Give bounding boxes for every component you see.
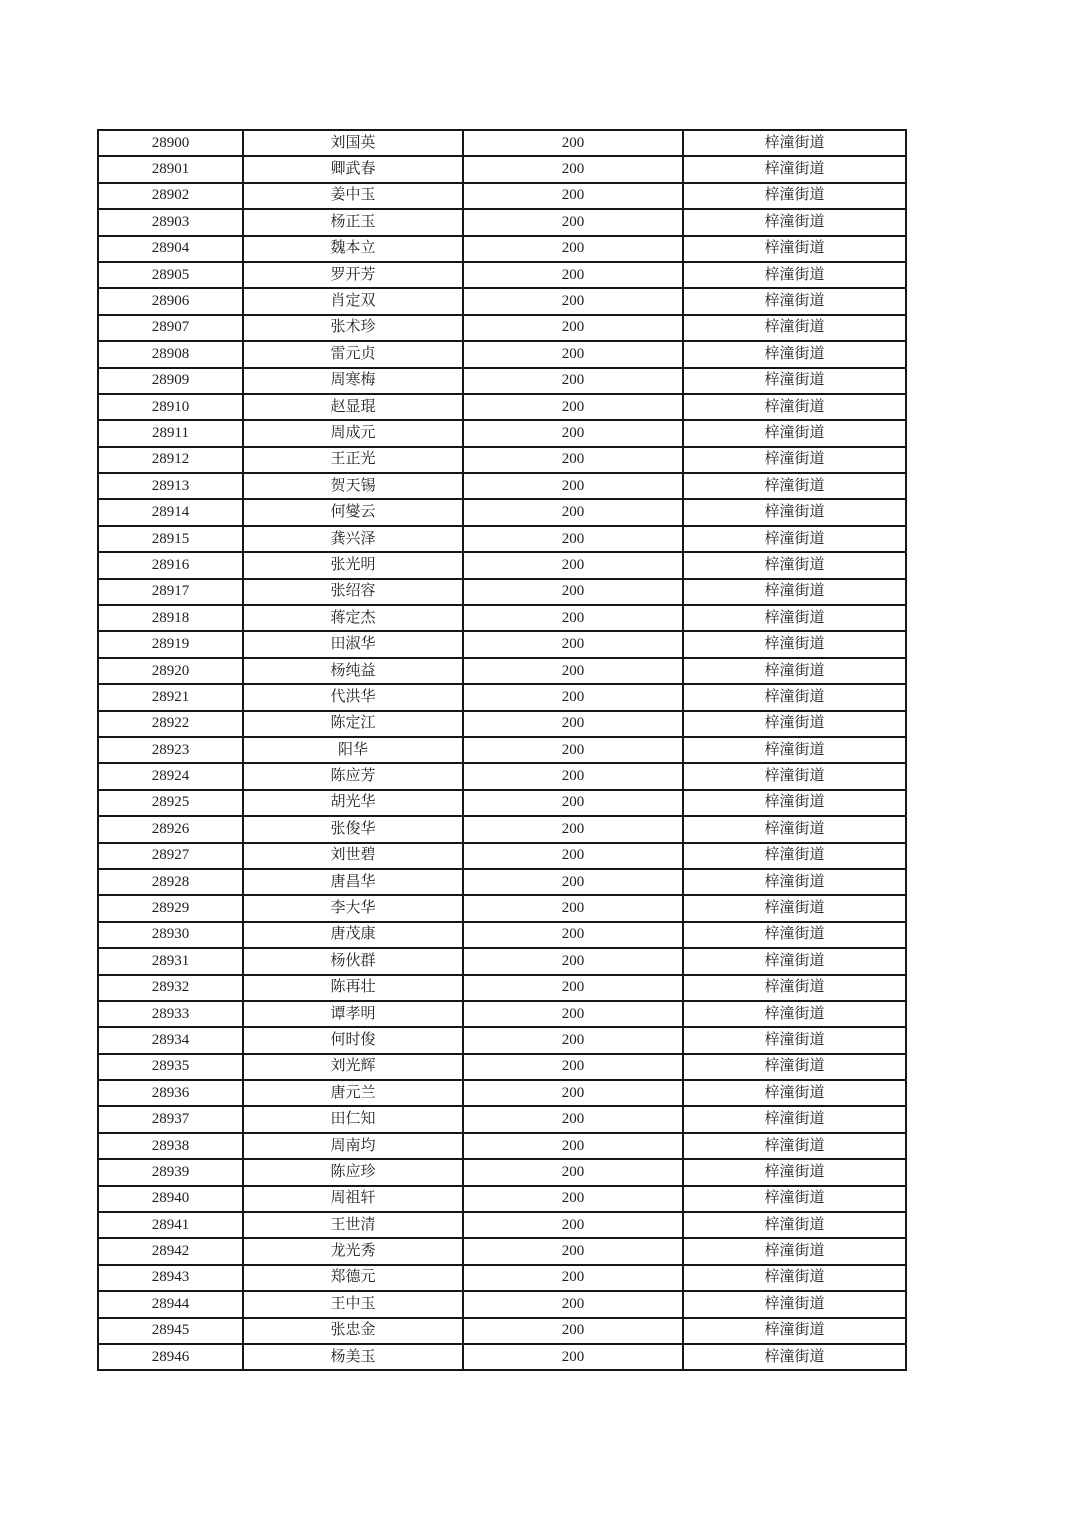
row-id-cell: 28920 [98, 658, 243, 684]
row-name-cell: 何燮云 [243, 499, 463, 525]
row-name-cell: 周寒梅 [243, 368, 463, 394]
row-id-cell: 28908 [98, 341, 243, 367]
row-district-cell: 梓潼街道 [683, 1159, 906, 1185]
row-amount-cell: 200 [463, 1159, 683, 1185]
row-name-cell: 杨伙群 [243, 948, 463, 974]
row-id-cell: 28902 [98, 183, 243, 209]
row-amount-cell: 200 [463, 605, 683, 631]
row-name-cell: 赵显琨 [243, 394, 463, 420]
row-name-cell: 雷元贞 [243, 341, 463, 367]
row-district-cell: 梓潼街道 [683, 209, 906, 235]
row-id-cell: 28941 [98, 1212, 243, 1238]
row-district-cell: 梓潼街道 [683, 1212, 906, 1238]
row-amount-cell: 200 [463, 368, 683, 394]
row-amount-cell: 200 [463, 1318, 683, 1344]
table-row [98, 816, 906, 842]
table-row [98, 711, 906, 737]
row-district-cell: 梓潼街道 [683, 922, 906, 948]
row-name-cell: 罗开芳 [243, 262, 463, 288]
table-row [98, 288, 906, 314]
row-district-cell: 梓潼街道 [683, 1291, 906, 1317]
table-body [98, 130, 906, 1370]
row-district-cell: 梓潼街道 [683, 183, 906, 209]
row-name-cell: 周南均 [243, 1133, 463, 1159]
table-row [98, 1159, 906, 1185]
row-amount-cell: 200 [463, 130, 683, 156]
row-amount-cell: 200 [463, 1027, 683, 1053]
row-district-cell: 梓潼街道 [683, 1344, 906, 1370]
row-district-cell: 梓潼街道 [683, 763, 906, 789]
row-amount-cell: 200 [463, 262, 683, 288]
row-id-cell: 28901 [98, 156, 243, 182]
table-row [98, 1265, 906, 1291]
table-row [98, 1212, 906, 1238]
table-row [98, 1186, 906, 1212]
row-name-cell: 姜中玉 [243, 183, 463, 209]
row-district-cell: 梓潼街道 [683, 1265, 906, 1291]
row-name-cell: 周祖轩 [243, 1186, 463, 1212]
table-row [98, 368, 906, 394]
row-district-cell: 梓潼街道 [683, 605, 906, 631]
table-row [98, 552, 906, 578]
payment-table [97, 129, 907, 1371]
row-id-cell: 28900 [98, 130, 243, 156]
row-name-cell: 贺天锡 [243, 473, 463, 499]
row-name-cell: 陈再壮 [243, 975, 463, 1001]
row-name-cell: 张绍容 [243, 579, 463, 605]
row-name-cell: 杨美玉 [243, 1344, 463, 1370]
row-id-cell: 28929 [98, 895, 243, 921]
row-id-cell: 28937 [98, 1106, 243, 1132]
row-name-cell: 刘光辉 [243, 1054, 463, 1080]
row-amount-cell: 200 [463, 895, 683, 921]
row-district-cell: 梓潼街道 [683, 869, 906, 895]
row-amount-cell: 200 [463, 1001, 683, 1027]
row-district-cell: 梓潼街道 [683, 420, 906, 446]
row-name-cell: 张术珍 [243, 315, 463, 341]
row-name-cell: 唐昌华 [243, 869, 463, 895]
row-district-cell: 梓潼街道 [683, 948, 906, 974]
row-id-cell: 28924 [98, 763, 243, 789]
table-row [98, 869, 906, 895]
row-amount-cell: 200 [463, 473, 683, 499]
row-name-cell: 郑德元 [243, 1265, 463, 1291]
row-name-cell: 蒋定杰 [243, 605, 463, 631]
row-district-cell: 梓潼街道 [683, 579, 906, 605]
table-row [98, 156, 906, 182]
table-row [98, 1001, 906, 1027]
row-id-cell: 28918 [98, 605, 243, 631]
row-district-cell: 梓潼街道 [683, 394, 906, 420]
row-id-cell: 28903 [98, 209, 243, 235]
row-amount-cell: 200 [463, 975, 683, 1001]
table-row [98, 631, 906, 657]
table-row [98, 763, 906, 789]
row-district-cell: 梓潼街道 [683, 447, 906, 473]
table-row [98, 1027, 906, 1053]
row-district-cell: 梓潼街道 [683, 368, 906, 394]
row-id-cell: 28928 [98, 869, 243, 895]
row-amount-cell: 200 [463, 209, 683, 235]
row-name-cell: 龚兴泽 [243, 526, 463, 552]
row-district-cell: 梓潼街道 [683, 1080, 906, 1106]
row-id-cell: 28905 [98, 262, 243, 288]
table-row [98, 420, 906, 446]
row-id-cell: 28912 [98, 447, 243, 473]
row-name-cell: 周成元 [243, 420, 463, 446]
row-name-cell: 龙光秀 [243, 1238, 463, 1264]
table-row [98, 1133, 906, 1159]
row-amount-cell: 200 [463, 790, 683, 816]
row-name-cell: 田仁知 [243, 1106, 463, 1132]
row-id-cell: 28934 [98, 1027, 243, 1053]
table-row [98, 737, 906, 763]
row-district-cell: 梓潼街道 [683, 631, 906, 657]
table-row [98, 130, 906, 156]
row-name-cell: 代洪华 [243, 684, 463, 710]
row-amount-cell: 200 [463, 737, 683, 763]
row-amount-cell: 200 [463, 816, 683, 842]
row-district-cell: 梓潼街道 [683, 130, 906, 156]
table-row [98, 447, 906, 473]
row-district-cell: 梓潼街道 [683, 526, 906, 552]
table-row [98, 975, 906, 1001]
row-name-cell: 阳华 [243, 737, 463, 763]
row-id-cell: 28926 [98, 816, 243, 842]
row-id-cell: 28904 [98, 236, 243, 262]
row-amount-cell: 200 [463, 763, 683, 789]
row-amount-cell: 200 [463, 869, 683, 895]
row-district-cell: 梓潼街道 [683, 895, 906, 921]
row-name-cell: 王世清 [243, 1212, 463, 1238]
row-id-cell: 28925 [98, 790, 243, 816]
table-row [98, 790, 906, 816]
row-id-cell: 28911 [98, 420, 243, 446]
row-district-cell: 梓潼街道 [683, 473, 906, 499]
row-id-cell: 28906 [98, 288, 243, 314]
row-amount-cell: 200 [463, 1344, 683, 1370]
row-name-cell: 杨纯益 [243, 658, 463, 684]
row-id-cell: 28916 [98, 552, 243, 578]
row-district-cell: 梓潼街道 [683, 1001, 906, 1027]
row-amount-cell: 200 [463, 922, 683, 948]
row-district-cell: 梓潼街道 [683, 1318, 906, 1344]
row-name-cell: 刘世碧 [243, 843, 463, 869]
row-amount-cell: 200 [463, 1265, 683, 1291]
row-name-cell: 田淑华 [243, 631, 463, 657]
table-row [98, 473, 906, 499]
row-name-cell: 卿武春 [243, 156, 463, 182]
row-district-cell: 梓潼街道 [683, 1106, 906, 1132]
row-id-cell: 28931 [98, 948, 243, 974]
row-district-cell: 梓潼街道 [683, 499, 906, 525]
row-id-cell: 28921 [98, 684, 243, 710]
row-district-cell: 梓潼街道 [683, 790, 906, 816]
row-district-cell: 梓潼街道 [683, 236, 906, 262]
row-name-cell: 魏本立 [243, 236, 463, 262]
row-amount-cell: 200 [463, 631, 683, 657]
row-amount-cell: 200 [463, 1238, 683, 1264]
row-name-cell: 李大华 [243, 895, 463, 921]
row-amount-cell: 200 [463, 1212, 683, 1238]
row-amount-cell: 200 [463, 341, 683, 367]
row-id-cell: 28945 [98, 1318, 243, 1344]
row-district-cell: 梓潼街道 [683, 684, 906, 710]
row-name-cell: 肖定双 [243, 288, 463, 314]
row-id-cell: 28944 [98, 1291, 243, 1317]
row-amount-cell: 200 [463, 288, 683, 314]
row-id-cell: 28909 [98, 368, 243, 394]
row-amount-cell: 200 [463, 1080, 683, 1106]
row-name-cell: 张俊华 [243, 816, 463, 842]
row-id-cell: 28917 [98, 579, 243, 605]
table-row [98, 1080, 906, 1106]
row-amount-cell: 200 [463, 658, 683, 684]
table-row [98, 684, 906, 710]
row-name-cell: 唐元兰 [243, 1080, 463, 1106]
row-district-cell: 梓潼街道 [683, 341, 906, 367]
row-name-cell: 王正光 [243, 447, 463, 473]
table-row [98, 341, 906, 367]
row-amount-cell: 200 [463, 843, 683, 869]
row-amount-cell: 200 [463, 236, 683, 262]
table-row [98, 183, 906, 209]
row-id-cell: 28933 [98, 1001, 243, 1027]
row-name-cell: 谭孝明 [243, 1001, 463, 1027]
row-name-cell: 唐茂康 [243, 922, 463, 948]
row-id-cell: 28923 [98, 737, 243, 763]
row-amount-cell: 200 [463, 948, 683, 974]
table-row [98, 579, 906, 605]
row-name-cell: 张忠金 [243, 1318, 463, 1344]
row-district-cell: 梓潼街道 [683, 552, 906, 578]
row-id-cell: 28932 [98, 975, 243, 1001]
table-row [98, 658, 906, 684]
row-amount-cell: 200 [463, 447, 683, 473]
table-row [98, 605, 906, 631]
row-district-cell: 梓潼街道 [683, 1054, 906, 1080]
row-district-cell: 梓潼街道 [683, 816, 906, 842]
row-amount-cell: 200 [463, 1054, 683, 1080]
row-id-cell: 28942 [98, 1238, 243, 1264]
table-row [98, 236, 906, 262]
row-id-cell: 28946 [98, 1344, 243, 1370]
row-district-cell: 梓潼街道 [683, 262, 906, 288]
row-amount-cell: 200 [463, 579, 683, 605]
row-district-cell: 梓潼街道 [683, 315, 906, 341]
row-district-cell: 梓潼街道 [683, 1238, 906, 1264]
row-amount-cell: 200 [463, 156, 683, 182]
row-amount-cell: 200 [463, 499, 683, 525]
table-row [98, 1238, 906, 1264]
row-amount-cell: 200 [463, 1186, 683, 1212]
row-district-cell: 梓潼街道 [683, 843, 906, 869]
row-id-cell: 28910 [98, 394, 243, 420]
row-district-cell: 梓潼街道 [683, 1133, 906, 1159]
row-amount-cell: 200 [463, 394, 683, 420]
row-amount-cell: 200 [463, 526, 683, 552]
table-row [98, 209, 906, 235]
row-district-cell: 梓潼街道 [683, 658, 906, 684]
row-id-cell: 28914 [98, 499, 243, 525]
row-name-cell: 陈应芳 [243, 763, 463, 789]
row-amount-cell: 200 [463, 711, 683, 737]
row-name-cell: 胡光华 [243, 790, 463, 816]
row-name-cell: 陈应珍 [243, 1159, 463, 1185]
row-id-cell: 28939 [98, 1159, 243, 1185]
row-name-cell: 陈定江 [243, 711, 463, 737]
table-row [98, 922, 906, 948]
table-row [98, 315, 906, 341]
row-district-cell: 梓潼街道 [683, 1186, 906, 1212]
table-container [97, 129, 907, 1371]
row-amount-cell: 200 [463, 684, 683, 710]
row-id-cell: 28919 [98, 631, 243, 657]
row-name-cell: 王中玉 [243, 1291, 463, 1317]
row-id-cell: 28915 [98, 526, 243, 552]
row-name-cell: 何时俊 [243, 1027, 463, 1053]
table-row [98, 1106, 906, 1132]
row-district-cell: 梓潼街道 [683, 1027, 906, 1053]
row-amount-cell: 200 [463, 420, 683, 446]
table-row [98, 1054, 906, 1080]
row-name-cell: 杨正玉 [243, 209, 463, 235]
row-amount-cell: 200 [463, 1106, 683, 1132]
table-row [98, 1344, 906, 1370]
row-id-cell: 28930 [98, 922, 243, 948]
row-id-cell: 28913 [98, 473, 243, 499]
row-id-cell: 28943 [98, 1265, 243, 1291]
row-id-cell: 28936 [98, 1080, 243, 1106]
table-row [98, 843, 906, 869]
row-name-cell: 刘国英 [243, 130, 463, 156]
row-amount-cell: 200 [463, 552, 683, 578]
row-amount-cell: 200 [463, 315, 683, 341]
row-id-cell: 28935 [98, 1054, 243, 1080]
row-id-cell: 28940 [98, 1186, 243, 1212]
row-amount-cell: 200 [463, 183, 683, 209]
row-district-cell: 梓潼街道 [683, 737, 906, 763]
table-row [98, 394, 906, 420]
row-name-cell: 张光明 [243, 552, 463, 578]
row-id-cell: 28922 [98, 711, 243, 737]
table-row [98, 948, 906, 974]
row-amount-cell: 200 [463, 1133, 683, 1159]
row-district-cell: 梓潼街道 [683, 156, 906, 182]
row-district-cell: 梓潼街道 [683, 288, 906, 314]
table-row [98, 262, 906, 288]
table-row [98, 1318, 906, 1344]
row-amount-cell: 200 [463, 1291, 683, 1317]
row-id-cell: 28938 [98, 1133, 243, 1159]
table-row [98, 1291, 906, 1317]
row-district-cell: 梓潼街道 [683, 975, 906, 1001]
row-district-cell: 梓潼街道 [683, 711, 906, 737]
table-row [98, 526, 906, 552]
table-row [98, 895, 906, 921]
row-id-cell: 28907 [98, 315, 243, 341]
table-row [98, 499, 906, 525]
row-id-cell: 28927 [98, 843, 243, 869]
